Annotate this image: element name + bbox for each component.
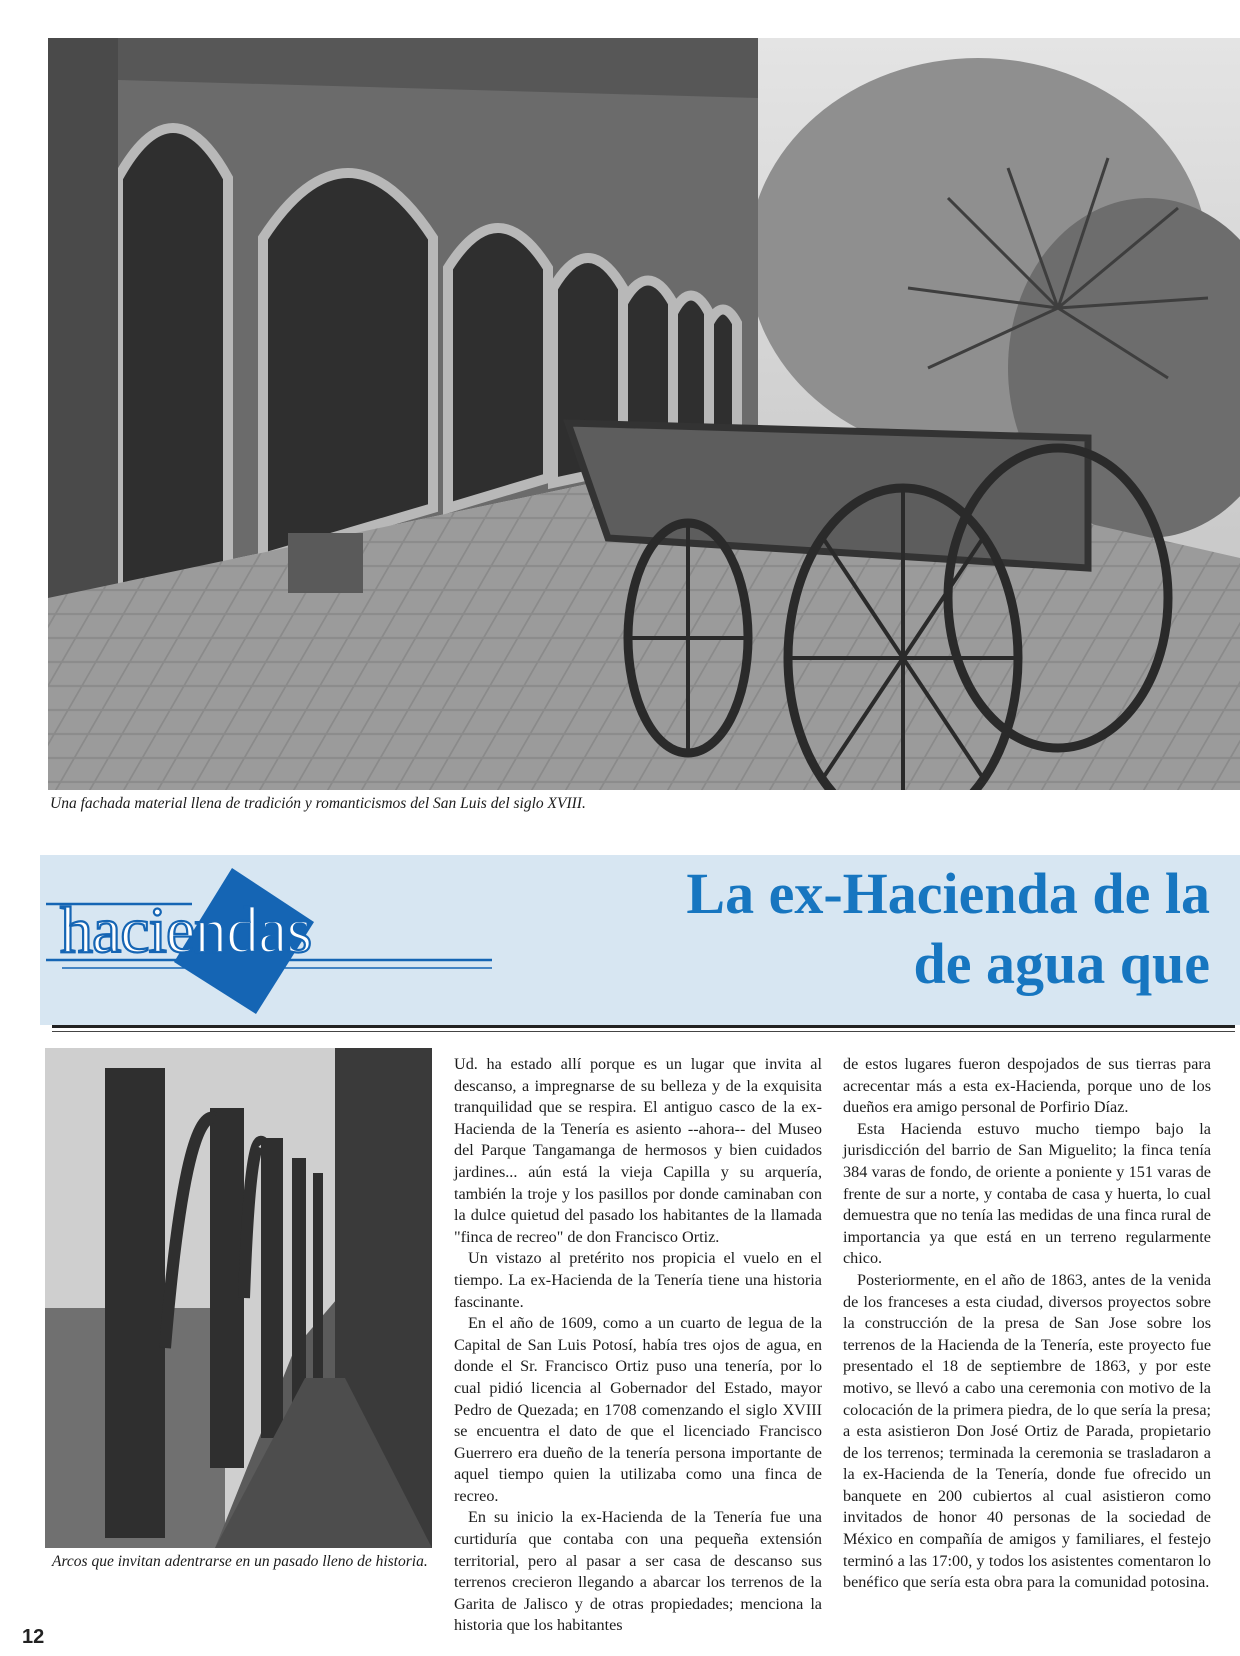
article-paragraph: Posteriormente, en el año de 1863, antes de la venida de los franceses a esta ciudad, diversos proyectos sobre la construcción de la presa de San Jose sobre los terrenos de la Hacienda de la Tenería, este proyecto fue presentado el 18 de septiembre de 1863, y por este motivo, se llevó a cabo una ceremonia con motivo de la colocación de la primera piedra, de lo que sería la presa; a esta asistieron Don José Ortiz de Parada, propietario de los terrenos; terminada la ceremonia se trasladaron a la ex-Hacienda de la Tenería, donde fue ofrecido un banquete en 200 cubiertos al cual asistieron como invitados de honor 40 personas de la sociedad de México en compañía de amigos y familiares, el festejo terminó a las 17:00, y todos los asistentes comentaron lo benéfico que sería esta obra para la comunidad potosina. — [843, 1270, 1211, 1592]
haciendas-section-logo — [42, 866, 492, 1016]
haciendas-logo-text: haciendas — [60, 894, 312, 967]
article-paragraph: Un vistazo al pretérito nos propicia el vuelo en el tiempo. La ex-Hacienda de la Tenería tiene una historia fascinante. — [454, 1249, 822, 1311]
facade-wagon-photo — [48, 38, 1240, 790]
section-rule — [52, 1025, 1235, 1028]
arcade-corridor-photo — [45, 1048, 432, 1548]
article-paragraph: Esta Hacienda estuvo mucho tiempo bajo la jurisdicción del barrio de San Miguelito; la finca tenía 384 varas de fondo, de oriente a poniente y 151 varas de frente de sur a norte, y contaba de casa y huerta, lo cual demuestra que no tenía las medidas de una finca rural de importancia ya que está en un terreno regularmente chico. — [843, 1119, 1211, 1268]
section-rule-thin — [52, 1031, 1235, 1032]
article-column-2 — [454, 1054, 822, 1637]
page-number: 12 — [22, 1626, 45, 1648]
article-paragraph: de estos lugares fueron despojados de sus tierras para acrecentar más a esta ex-Hacienda, porque uno de los dueños era amigo personal de Porfirio Díaz. — [843, 1055, 1211, 1117]
article-paragraph: En su inicio la ex-Hacienda de la Tenería fue una curtiduría que contaba con una pequeña extensión territorial, pero al pasar a ser casa de descanso sus terrenos crecieron llegando a abarcar los terrenos de la Garita de Jalisco y de otras propiedades; menciona la historia que los habitantes — [454, 1508, 822, 1635]
article-paragraph: En el año de 1609, como a un cuarto de legua de la Capital de San Luis Potosí, había tres ojos de agua, en donde el Sr. Francisco Ortiz puso una tenería, por lo cual pidió licencia al Gobernador del Estado, mayor Pedro de Quezada; en 1708 comenzando el siglo XVIII se encuentra el dato de que el licenciado Francisco Guerrero era dueño de la tenería persona importante de aquel tiempo quien la utilizaba como una finca de recreo. — [454, 1314, 822, 1505]
headline-line-2: de agua que — [913, 931, 1210, 996]
corridor-photo-caption: Arcos que invitan adentrarse en un pasado lleno de historia. — [52, 1553, 428, 1570]
article-paragraph: Ud. ha estado allí porque es un lugar que invita al descanso, a impregnarse de su belleza y de la exquisita tranquilidad que se respira. El antiguo casco de la ex-Hacienda de la Tenería es asiento --ahora-- del Museo del Parque Tangamanga de hermosos y bien cuidados jardines... aún está la vieja Capilla y su arquería, también la troje y los pasillos por donde caminaban con la dulce quietud del pasado los habitantes de la llamada "finca de recreo" de don Francisco Ortiz. — [454, 1055, 822, 1246]
facade-photo-caption: Una fachada material llena de tradición y romanticismos del San Luis del siglo XVIII. — [50, 795, 586, 812]
article-column-3 — [843, 1054, 1211, 1594]
headline-line-1: La ex-Hacienda de la — [686, 861, 1210, 926]
